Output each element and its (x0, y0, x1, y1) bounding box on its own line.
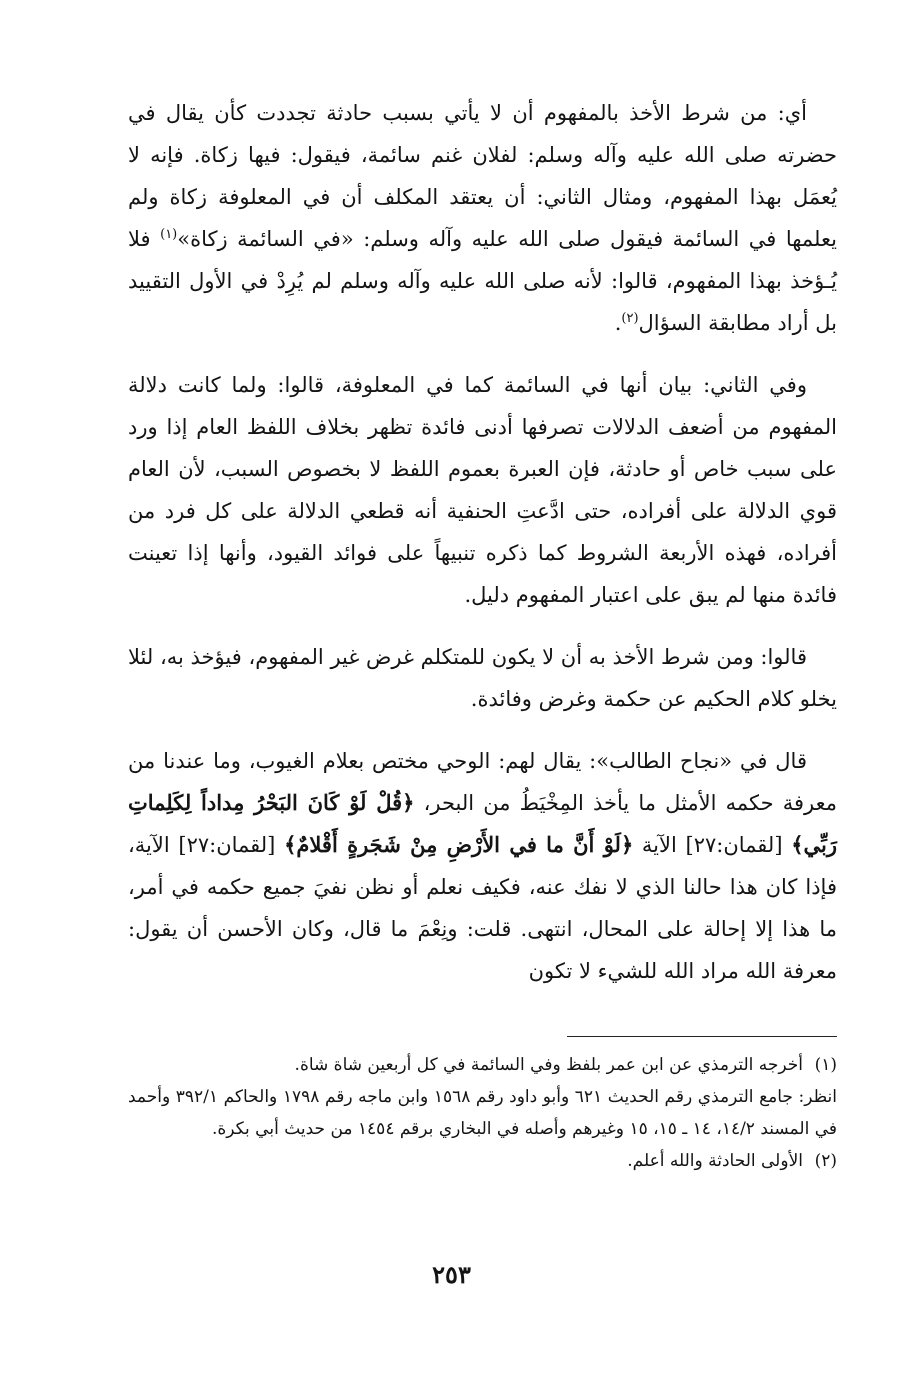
footnote-1-text: أخرجه الترمذي عن ابن عمر بلفظ وفي السائمة في كل أربعين شاة شاة. (294, 1055, 803, 1075)
main-text (128, 92, 837, 992)
quran-quote-2: ﴿لَوْ أَنَّ ما في الأَرْضِ مِنْ شَجَرةٍ أَقْلامٌ﴾ (284, 832, 634, 857)
paragraph-2: وفي الثاني: بيان أنها في السائمة كما في المعلوفة، قالوا: ولما كانت دلالة المفهوم من أضعف الدلالات تصرفها أدنى فائدة تظهر بخلاف اللفظ العام إذا ورد على سبب خاص أو حادثة، فإن العبرة بعموم اللفظ لا بخصوص السبب، لأن العام قوي الدلالة على أفراده، حتى ادَّعتِ الحنفية أنه قطعي الدلالة على كل فرد من أفراده، فهذه الأربعة الشروط كما ذكره تنبيهاً على فوائد القيود، وأنها إذا تعينت فائدة منها لم يبق على اعتبار المفهوم دليل. (128, 373, 837, 607)
p4-part-2: [لقمان:٢٧] الآية، فإذا كان هذا حالنا الذي لا نفك عنه، فكيف نعلم أو نظن نفيَ جميع حكمه في أمر، ما هذا إلا إحالة على المحال، انتهى. قلت: ونِعْمَ ما قال، وكان الأحسن أن يقول: معرفة الله مراد الله للشيء لا تكون (128, 833, 837, 983)
p1-line-4: ولم يعلمها في السائمة فيقول صلى الله عليه وآله وسلم: «في السائمة زكاة» (128, 185, 837, 251)
p1-end: . (614, 311, 622, 335)
footnote-ref-2[interactable]: (٢) (621, 311, 639, 326)
p4-part-1: قال في «نجاح الطالب»: يقال لهم: الوحي مختص بعلام الغيوب، وما عندنا من معرفة حكمه الأمثل ما يأخذ المِخْيَطُ من البحر، (128, 749, 837, 815)
paragraph-3: قالوا: ومن شرط الأخذ به أن لا يكون للمتكلم غرض غير المفهوم، فيؤخذ به، لئلا يخلو كلام الحكيم عن حكمة وغرض وفائدة. (128, 645, 837, 711)
footnotes (128, 1049, 837, 1177)
footnote-2 (128, 1145, 837, 1177)
footnote-ref-1[interactable]: (١) (160, 227, 178, 242)
paragraph-4 (128, 740, 837, 992)
p1-line-5: فلا يُـؤخذ بهذا المفهوم، قالوا: لأنه صلى الله عليه وآله وسلم لم يُرِدْ في الأول (128, 227, 837, 293)
footnote-2-text: الأولى الحادثة والله أعلم. (627, 1151, 803, 1171)
quran-quote-1: ﴿قُلْ لَوْ كَانَ البَحْرُ مِداداً لِكَلِماتِ رَبِّي﴾ (128, 790, 837, 857)
footnote-1 (128, 1049, 837, 1081)
page-number: ٢٥٣ (432, 1260, 471, 1289)
p1-line-1: أي: من شرط الأخذ بالمفهوم أن لا يأتي بسبب حادثة تجددت كأن يقال (165, 101, 807, 125)
footnote-1b-text: انظر: جامع الترمذي رقم الحديث ٦٢١ وأبو داود رقم ١٥٦٨ وابن ماجه رقم ١٧٩٨ والحاكم ٣٩٢/١ وأحمد في المسند ١٤/٢، ١٤ ـ ١٥، ١٥ وغيرهم وأصله في البخاري برقم ١٤٥٤ من حديث أبي بكرة. (128, 1087, 837, 1139)
p1-line-3: فإنه لا يُعمَل بهذا المفهوم، ومثال الثاني: أن يعتقد المكلف أن في المعلوفة زكاة (128, 143, 837, 209)
footnote-divider (567, 1036, 837, 1037)
p1-line-6: التقييد بل أراد مطابقة السؤال (128, 269, 837, 335)
footnote-2-number: (٢) (814, 1151, 837, 1171)
paragraph-1 (128, 92, 837, 344)
p4-ref-1: [لقمان:٢٧] الآية (633, 833, 792, 857)
p1-line-2: في حضرته صلى الله عليه وآله وسلم: لفلان غنم سائمة، فيقول: فيها زكاة. (128, 101, 837, 167)
footnote-1-continued (128, 1081, 837, 1145)
footnote-1-number: (١) (814, 1055, 837, 1075)
